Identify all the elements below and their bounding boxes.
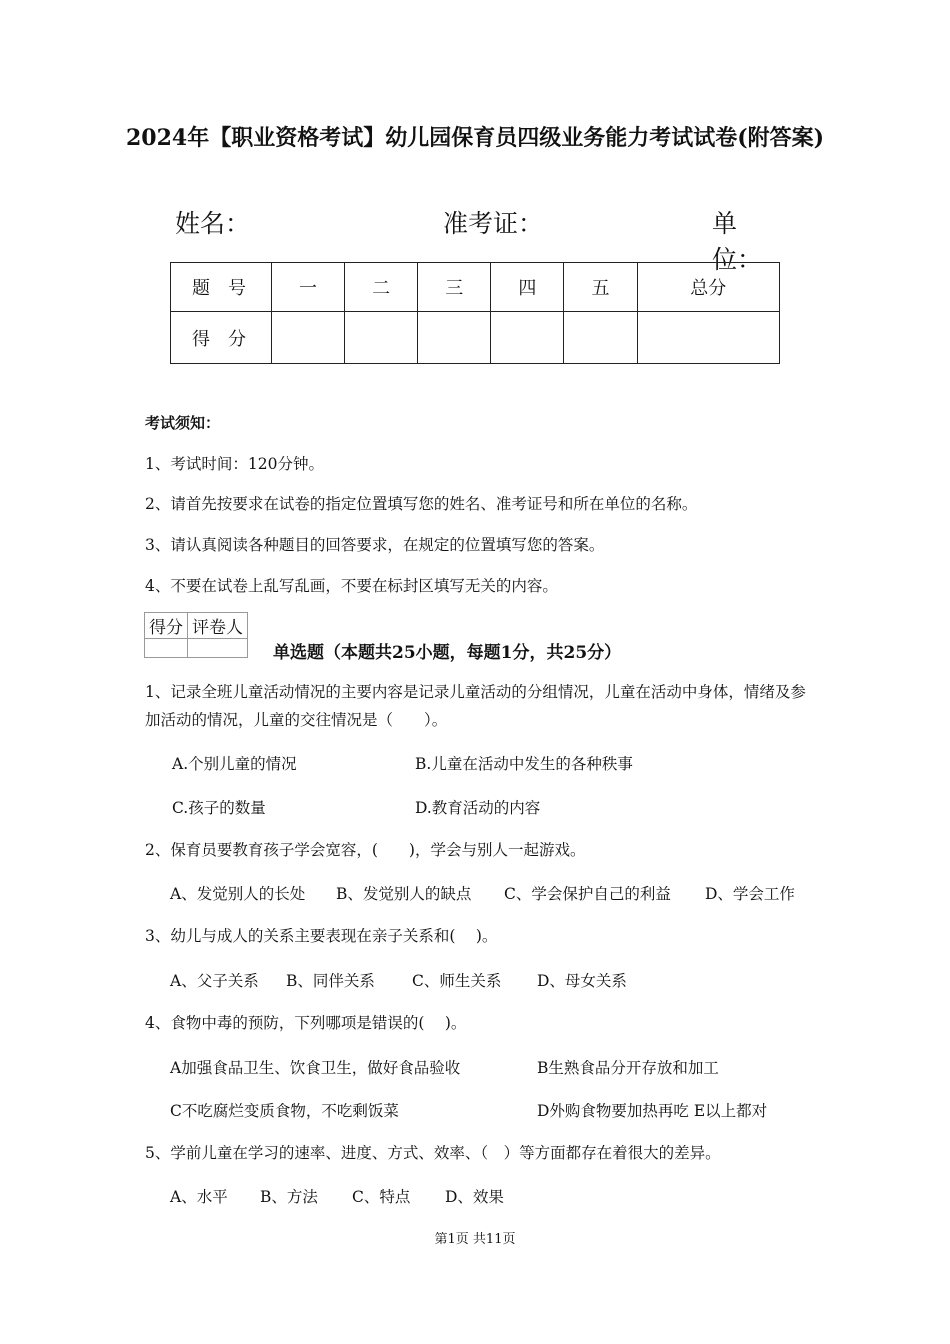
column-header: 五 bbox=[564, 263, 637, 312]
question-text: 3、幼儿与成人的关系主要表现在亲子关系和( )。 bbox=[145, 927, 498, 945]
question-option: C、特点 bbox=[352, 1188, 411, 1206]
score-cell bbox=[491, 312, 564, 364]
question-option: C不吃腐烂变质食物，不吃剩饭菜 bbox=[170, 1102, 399, 1120]
row-label-question-number: 题号 bbox=[171, 263, 272, 312]
notice-item: 1、考试时间：120分钟。 bbox=[145, 455, 324, 473]
question-option: D外购食物要加热再吃 E以上都对 bbox=[537, 1102, 768, 1120]
question-option: A、父子关系 bbox=[170, 972, 259, 990]
grader-reviewer-label: 评卷人 bbox=[188, 613, 248, 639]
exam-title: 2024年【职业资格考试】幼儿园保育员四级业务能力考试试卷(附答案) bbox=[125, 125, 825, 151]
score-cell bbox=[564, 312, 637, 364]
question-option: C、学会保护自己的利益 bbox=[504, 885, 671, 903]
question-option: C、师生关系 bbox=[412, 972, 502, 990]
question-option: A加强食品卫生、饮食卫生，做好食品验收 bbox=[170, 1059, 461, 1077]
question-text: 5、学前儿童在学习的速率、进度、方式、效率、（ ）等方面都存在着很大的差异。 bbox=[145, 1144, 721, 1162]
notice-item: 4、不要在试卷上乱写乱画，不要在标封区填写无关的内容。 bbox=[145, 577, 558, 595]
question-option: B、发觉别人的缺点 bbox=[336, 885, 472, 903]
question-option: D、学会工作 bbox=[705, 885, 795, 903]
section-title: 单选题（本题共25小题，每题1分，共25分） bbox=[273, 643, 622, 663]
score-table-score-row bbox=[171, 312, 780, 364]
notice-item: 2、请首先按要求在试卷的指定位置填写您的姓名、准考证号和所在单位的名称。 bbox=[145, 495, 698, 513]
exam-id-label: 准考证： bbox=[443, 209, 544, 238]
question-option: D、效果 bbox=[445, 1188, 504, 1206]
column-header: 二 bbox=[345, 263, 418, 312]
question-text: 2、保育员要教育孩子学会宽容，( )，学会与别人一起游戏。 bbox=[145, 841, 586, 859]
page-footer: 第1页 共11页 bbox=[434, 1232, 516, 1247]
question-option: C.孩子的数量 bbox=[172, 799, 266, 817]
question-option: D、母女关系 bbox=[537, 972, 627, 990]
question-option: B.儿童在活动中发生的各种秩事 bbox=[415, 755, 633, 773]
score-cell-total bbox=[637, 312, 779, 364]
grader-reviewer-cell bbox=[188, 639, 248, 658]
score-cell bbox=[272, 312, 345, 364]
grader-score-label: 得分 bbox=[145, 613, 188, 639]
column-header-total: 总分 bbox=[637, 263, 779, 312]
question-option: B生熟食品分开存放和加工 bbox=[537, 1059, 719, 1077]
name-label: 姓名： bbox=[175, 209, 251, 238]
column-header: 四 bbox=[491, 263, 564, 312]
question-option: A、发觉别人的长处 bbox=[170, 885, 306, 903]
column-header: 一 bbox=[272, 263, 345, 312]
score-table-header-row bbox=[171, 263, 780, 312]
notice-title: 考试须知： bbox=[145, 414, 221, 432]
grader-score-cell bbox=[145, 639, 188, 658]
question-option: B、同伴关系 bbox=[286, 972, 375, 990]
row-label-score: 得分 bbox=[171, 312, 272, 364]
column-header: 三 bbox=[418, 263, 491, 312]
grader-box bbox=[144, 612, 248, 658]
question-option: D.教育活动的内容 bbox=[415, 799, 541, 817]
candidate-fields bbox=[175, 204, 785, 274]
notice-item: 3、请认真阅读各种题目的回答要求，在规定的位置填写您的答案。 bbox=[145, 536, 605, 554]
question-option: A.个别儿童的情况 bbox=[172, 755, 297, 773]
question-option: A、水平 bbox=[170, 1188, 228, 1206]
question-text: 4、食物中毒的预防，下列哪项是错误的( )。 bbox=[145, 1014, 467, 1032]
unit-label: 单位： bbox=[712, 209, 763, 274]
score-table bbox=[170, 262, 780, 364]
score-cell bbox=[418, 312, 491, 364]
question-option: B、方法 bbox=[260, 1188, 318, 1206]
score-cell bbox=[345, 312, 418, 364]
question-text: 1、记录全班儿童活动情况的主要内容是记录儿童活动的分组情况，儿童在活动中身体，情绪及参加活动的情况，儿童的交往情况是（ ）。 bbox=[145, 683, 806, 729]
